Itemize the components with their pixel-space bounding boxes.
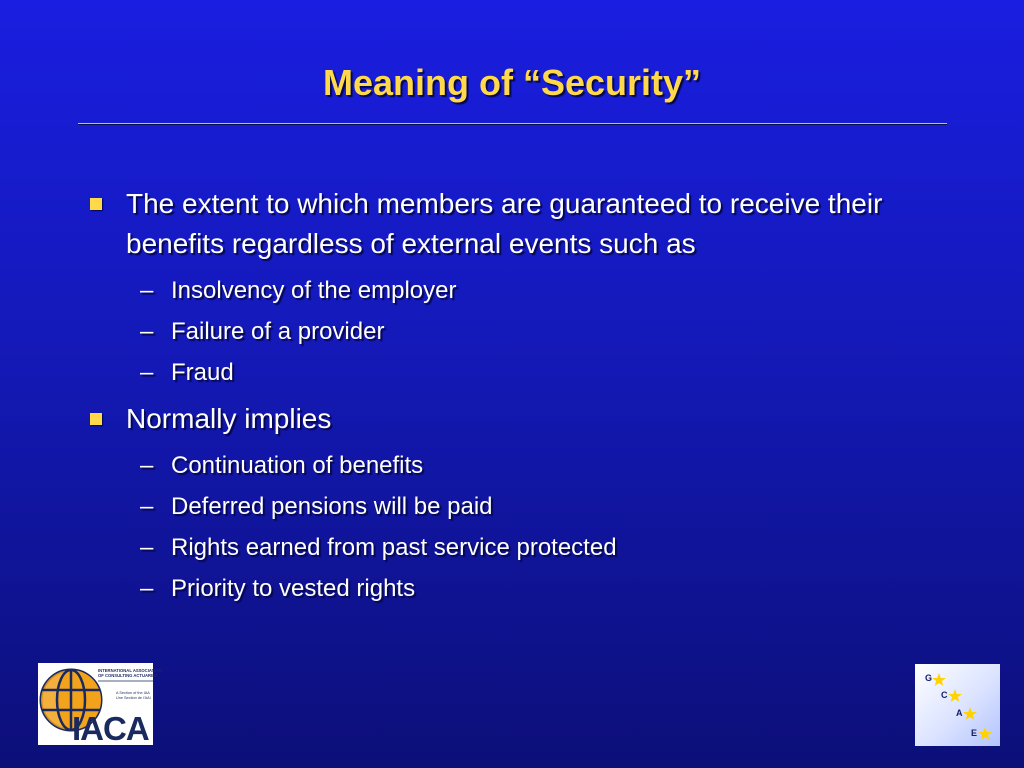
sub-item-text: Priority to vested rights <box>171 575 416 602</box>
iaca-wordmark: IACA <box>72 710 149 747</box>
bullet-text: Normally implies <box>126 403 332 434</box>
dash-bullet: – <box>140 452 154 479</box>
dash-bullet: – <box>140 575 154 602</box>
sub-item-text: Insolvency of the employer <box>171 277 457 304</box>
square-bullet-icon <box>90 413 102 425</box>
dash-bullet: – <box>140 277 154 304</box>
star-icon <box>932 673 946 686</box>
sub-item-text: Failure of a provider <box>171 318 385 345</box>
sub-item-text: Rights earned from past service protected <box>171 534 617 561</box>
sub-item-text: Deferred pensions will be paid <box>171 493 493 520</box>
bullet-item <box>90 399 910 439</box>
dash-bullet: – <box>140 359 154 386</box>
gcae-logo <box>915 664 1000 746</box>
slide-title: Meaning of “Security” <box>322 62 702 103</box>
gcae-letter-g: G <box>925 673 933 683</box>
sub-item <box>90 568 910 609</box>
sub-item <box>90 270 910 311</box>
sub-item <box>90 352 910 393</box>
bullet-text: The extent to which members are guaranteed to receive their benefits regardless of external events such as <box>126 188 883 259</box>
dash-bullet: – <box>140 318 154 345</box>
section-line2: Une Section de l'AAI <box>116 696 151 700</box>
bullet-item <box>90 184 910 264</box>
gcae-letter-c: C <box>941 690 948 700</box>
iaca-logo <box>38 663 162 747</box>
sub-item <box>90 527 910 568</box>
org-name-line1: INTERNATIONAL ASSOCIATION <box>98 668 162 673</box>
sub-item <box>90 486 910 527</box>
section-line1: A Section of the IAA <box>116 691 150 695</box>
star-icon <box>978 727 992 740</box>
gcae-logo-graphic <box>915 664 1000 746</box>
iaca-logo-graphic <box>38 663 162 747</box>
sub-item <box>90 311 910 352</box>
sub-item <box>90 445 910 486</box>
title-divider <box>78 123 947 125</box>
sub-list <box>90 270 910 393</box>
square-bullet-icon <box>90 198 102 210</box>
org-name-line2: OF CONSULTING ACTUARIES <box>98 673 158 678</box>
gcae-letter-e: E <box>971 728 978 738</box>
sub-item-text: Fraud <box>171 359 234 386</box>
dash-bullet: – <box>140 493 154 520</box>
slide-content <box>90 184 910 615</box>
star-icon <box>963 707 977 720</box>
dash-bullet: – <box>140 534 154 561</box>
star-icon <box>948 689 962 702</box>
gcae-letter-a: A <box>956 708 963 718</box>
sub-list <box>90 445 910 609</box>
sub-item-text: Continuation of benefits <box>171 452 424 479</box>
